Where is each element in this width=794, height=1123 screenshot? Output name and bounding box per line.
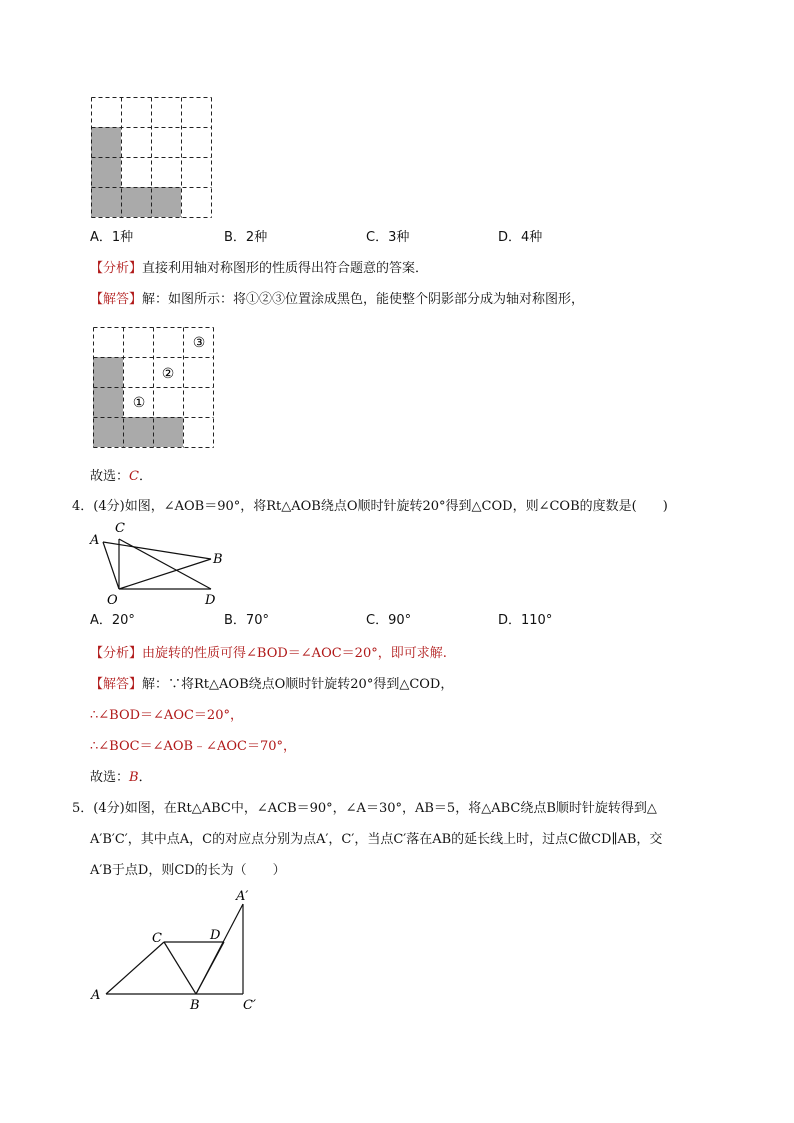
label-d: D: [205, 593, 216, 608]
q4-option-d: D．110°: [498, 613, 553, 628]
q4-answer-3: ∴∠BOC＝∠AOB﹣∠AOC＝70°，: [90, 739, 296, 754]
answer-text: 解：∵将Rt△AOB绕点O顺时针旋转20°得到△COD，: [142, 677, 454, 692]
choice-suffix: ．: [138, 469, 152, 484]
q4-score: (4分): [93, 499, 125, 514]
label-c: C: [115, 521, 125, 536]
answer-tag: 【解答】: [90, 292, 143, 307]
q3-option-b: B．2种: [224, 230, 268, 245]
q5-number: 5．: [72, 801, 94, 816]
mark-1: ①: [132, 395, 146, 411]
analysis-tag: 【分析】: [90, 261, 143, 276]
analysis-text: 由旋转的性质可得∠BOD＝∠AOC＝20°，即可求解.: [142, 646, 447, 661]
analysis-tag: 【分析】: [90, 646, 143, 661]
q3-analysis: [90, 260, 428, 278]
mark-2: ②: [161, 366, 175, 382]
q4-choice: [90, 769, 152, 787]
label-a: A: [90, 533, 100, 548]
choice-prefix: 故选：: [90, 770, 130, 785]
q4-answer-2: ∴∠BOD＝∠AOC＝20°，: [90, 708, 243, 723]
label-a-prime: A′: [236, 889, 249, 904]
answer-tag: 【解答】: [90, 677, 143, 692]
label-c-prime: C′: [243, 998, 256, 1013]
q4-rotation-figure: [85, 518, 235, 610]
q4-stem-text: 如图，∠AOB＝90°，将Rt△AOB绕点O顺时针旋转20°得到△COD，则∠COB的度数是( ): [124, 499, 668, 514]
label-o: O: [107, 593, 118, 608]
choice-prefix: 故选：: [90, 469, 130, 484]
q5-stem-line-1: [72, 800, 657, 818]
label-b: B: [213, 552, 223, 567]
q5-stem-line-3: A′B于点D，则CD的长为（ ）: [90, 863, 286, 878]
q4-analysis: [90, 645, 447, 663]
q5-line-1-text: (4分)如图，在Rt△ABC中，∠ACB＝90°，∠A＝30°，AB＝5，将△ABC绕点B顺时针旋转得到△: [93, 801, 657, 816]
q3-option-d: D．4种: [498, 230, 543, 245]
q3-answer-grid-figure: [93, 327, 214, 448]
q5-stem-line-2: A′B′C′，其中点A，C的对应点分别为点A′，C′，当点C′落在AB的延长线上时，过点C做CD∥AB，交: [90, 832, 663, 847]
q4-option-b: B．70°: [224, 613, 269, 628]
label-c: C: [152, 931, 162, 946]
label-d: D: [210, 928, 221, 943]
q4-stem: [72, 498, 668, 516]
q4-option-c: C．90°: [366, 613, 412, 628]
q3-choice: [90, 468, 152, 486]
q3-answer: [90, 291, 584, 309]
label-b: B: [190, 998, 200, 1013]
q3-grid-figure: [91, 97, 212, 218]
mark-3: ③: [192, 335, 206, 351]
choice-letter: C: [129, 469, 139, 484]
q4-option-a: A．20°: [90, 613, 135, 628]
q3-option-a: A．1种: [90, 230, 134, 245]
q3-option-c: C．3种: [366, 230, 410, 245]
q4-answer-1: [90, 676, 453, 694]
label-a: A: [91, 988, 101, 1003]
q5-rotation-figure: [88, 886, 268, 1016]
choice-suffix: ．: [138, 770, 152, 785]
choice-letter: B: [129, 770, 139, 785]
analysis-text: 直接利用轴对称图形的性质得出符合题意的答案．: [142, 261, 429, 276]
answer-text: 解：如图所示：将①②③位置涂成黑色，能使整个阴影部分成为轴对称图形，: [142, 292, 585, 307]
q4-number: 4．: [72, 499, 94, 514]
